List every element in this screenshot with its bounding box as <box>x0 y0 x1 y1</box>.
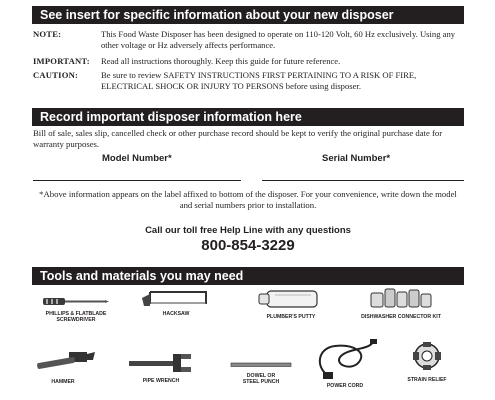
tool-hacksaw <box>133 288 219 317</box>
tool-putty <box>248 285 334 320</box>
helpline-phone: 800-854-3229 <box>201 237 295 254</box>
hammer-icon <box>27 348 99 376</box>
tool-label: POWER CORD <box>326 383 364 389</box>
tool-label: PLUMBER'S PUTTY <box>266 314 316 320</box>
tool-label: STRAIN RELIEF <box>407 377 447 383</box>
section-header-record: Record important disposer information here <box>32 108 464 126</box>
power-cord-icon <box>309 338 381 380</box>
hacksaw-icon <box>140 288 212 308</box>
tool-label: HACKSAW <box>162 311 190 317</box>
putty-icon <box>255 285 327 311</box>
serial-number-label: Serial Number* <box>322 153 391 164</box>
section-header-tools: Tools and materials you may need <box>32 267 464 285</box>
important-row <box>33 56 465 67</box>
note-text: This Food Waste Disposer has been designed to operate on 110-120 Volt, 60 Hz exclusively. Using any other voltage or Hz adversely affects performance. <box>101 29 456 50</box>
helpline-text: Call our toll free Help Line with any questions <box>145 225 351 236</box>
tool-screwdriver <box>33 294 119 323</box>
label-footnote: *Above information appears on the label affixed to bottom of the disposer. For your convenience, write down the model and serial numbers prior to installation. <box>39 189 457 210</box>
note-label: NOTE: <box>33 29 62 39</box>
tool-power-cord <box>302 338 388 389</box>
tool-pipe-wrench <box>118 351 204 384</box>
tool-label: HAMMER <box>51 379 75 385</box>
tool-strain-relief <box>384 338 470 383</box>
tool-label: DOWEL OR STEEL PUNCH <box>242 373 280 385</box>
tool-hammer <box>20 348 106 385</box>
caution-row <box>33 70 465 92</box>
important-text: Read all instructions thoroughly. Keep this guide for future reference. <box>101 56 341 66</box>
strain-relief-icon <box>391 338 463 374</box>
tool-label: DISHWASHER CONNECTOR KIT <box>361 314 441 320</box>
serial-number-line[interactable] <box>262 180 464 181</box>
note-row <box>33 29 465 51</box>
model-number-line[interactable] <box>33 180 241 181</box>
caution-text: Be sure to review SAFETY INSTRUCTIONS FIRST PERTAINING TO A RISK OF FIRE, ELECTRICAL SHOCK OR INJURY TO PERSONS before using disposer. <box>101 70 417 91</box>
tool-dowel <box>218 360 304 385</box>
caution-label: CAUTION: <box>33 70 79 80</box>
model-number-label: Model Number* <box>102 153 172 164</box>
section-header-insert: See insert for specific information about your new disposer <box>32 6 464 24</box>
connector-kit-icon <box>363 285 439 311</box>
tool-label: PHILLIPS & FLATBLADE SCREWDRIVER <box>45 311 107 323</box>
pipe-wrench-icon <box>125 351 197 375</box>
record-instructions: Bill of sale, sales slip, cancelled check or other purchase record should be kept to verify the original purchase date for warranty purposes. <box>33 128 443 149</box>
tool-connector-kit <box>358 285 444 320</box>
tool-label: PIPE WRENCH <box>142 378 180 384</box>
important-label: IMPORTANT: <box>33 56 90 66</box>
screwdriver-icon <box>41 294 111 308</box>
dowel-icon <box>225 360 297 370</box>
